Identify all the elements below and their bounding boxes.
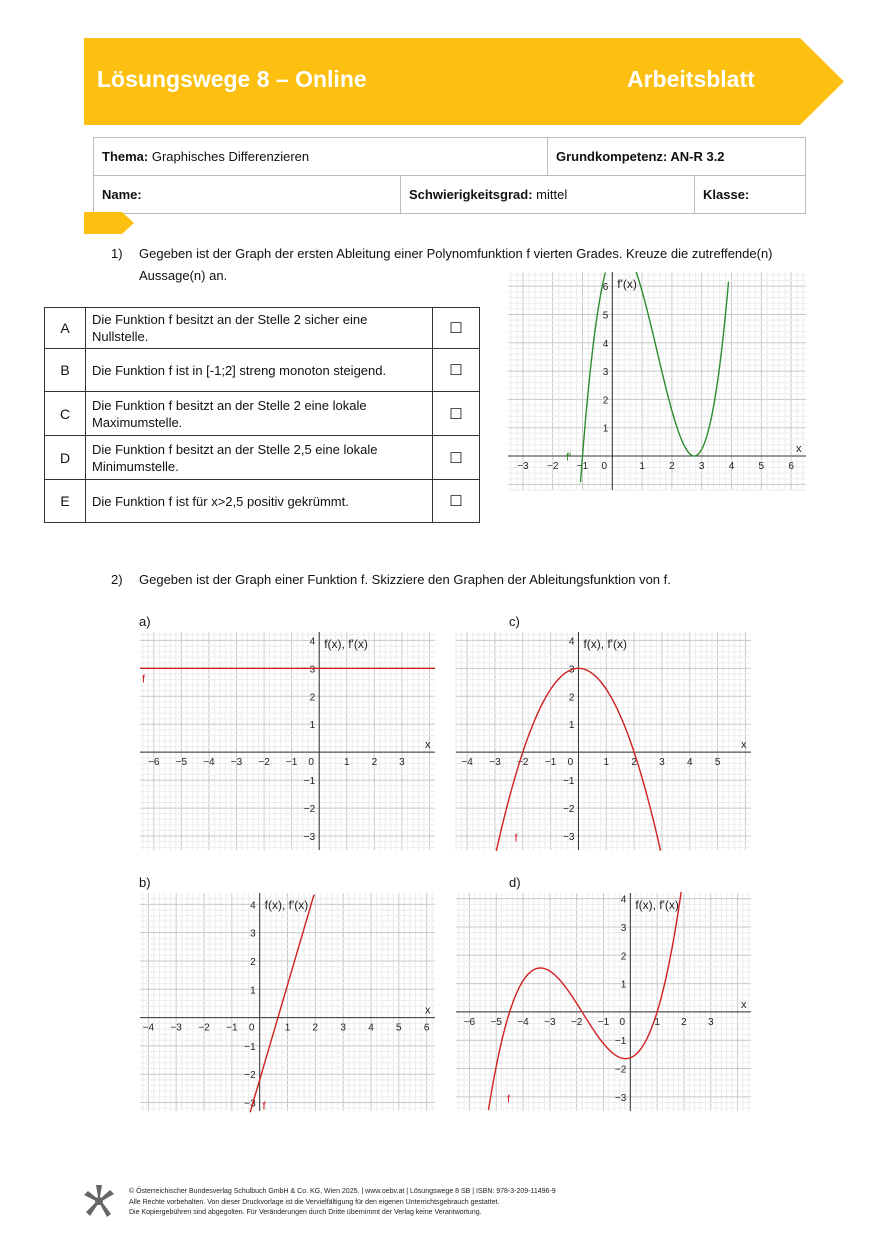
x-tick-label: −4 [203, 757, 215, 769]
y-axis-label: f'(x) [617, 277, 637, 291]
y-tick-label: 3 [602, 367, 609, 379]
y-tick-label: 1 [620, 979, 627, 991]
x-tick-label: 0 [248, 1022, 255, 1034]
task2-number: 2) [111, 572, 123, 587]
difficulty-label: Schwierigkeitsgrad: [409, 187, 533, 202]
y-tick-label: 2 [620, 951, 627, 963]
y-tick-label: 3 [309, 664, 316, 676]
option-text: Die Funktion f ist für x>2,5 positiv gekrümmt. [86, 480, 433, 523]
footer-line-3: Die Kopiergebühren sind abgegolten. Für Veränderungen durch Dritte übernimmt der Verlag keine Verantwortung. [129, 1209, 482, 1216]
x-tick-label: 2 [312, 1022, 319, 1034]
publisher-logo [84, 1185, 114, 1217]
x-tick-label: 3 [340, 1022, 346, 1034]
task1-line2: Aussage(n) an. [139, 268, 228, 283]
series-label: f [514, 832, 518, 845]
x-tick-label: 3 [659, 757, 665, 769]
y-tick-label: 3 [620, 922, 627, 934]
section-tab [84, 212, 134, 234]
y-tick-label: 2 [602, 395, 609, 407]
x-tick-label: 4 [686, 757, 693, 769]
y-tick-label: 2 [250, 956, 256, 968]
x-tick-label: 0 [619, 1016, 626, 1028]
plot-label-d: d) [509, 875, 521, 890]
x-tick-label: −1 [597, 1016, 610, 1028]
series-label: f' [566, 451, 572, 464]
x-axis-label: x [425, 739, 431, 752]
task1-number: 1) [111, 246, 123, 261]
y-tick-label: 1 [602, 423, 609, 435]
x-tick-label: 2 [631, 757, 637, 769]
y-axis-label: f(x), f'(x) [635, 898, 679, 912]
option-row-b [45, 349, 480, 392]
x-tick-label: −2 [258, 757, 270, 769]
x-axis-label: x [741, 739, 747, 752]
y-tick-label: 4 [620, 894, 627, 906]
y-tick-label: 4 [250, 900, 256, 912]
difficulty-cell [401, 176, 695, 214]
option-letter: E [45, 480, 86, 523]
plot-label-c: c) [509, 614, 520, 629]
option-checkbox[interactable]: ☐ [433, 349, 480, 392]
y-tick-label: 4 [568, 636, 575, 648]
x-tick-label: 1 [654, 1016, 660, 1028]
x-axis-label: x [796, 443, 802, 456]
plot-label-a: a) [139, 614, 151, 629]
option-row-d [45, 436, 480, 480]
footer-line-2: Alle Rechte vorbehalten. Von dieser Druckvorlage ist die Vervielfältigung für den eigenen Unterrichtsgebrauch gestattet. [129, 1198, 500, 1206]
option-letter: A [45, 308, 86, 349]
x-tick-label: −2 [517, 757, 529, 769]
x-tick-label: −1 [226, 1022, 238, 1034]
x-tick-label: −5 [490, 1016, 502, 1028]
task2-question [111, 569, 811, 591]
option-text: Die Funktion f besitzt an der Stelle 2 sicher eine Nullstelle. [86, 308, 433, 349]
x-tick-label: −3 [230, 757, 243, 769]
topic-cell [94, 138, 548, 176]
series-label: f [262, 1100, 266, 1113]
option-letter: B [45, 349, 86, 392]
x-tick-label: 1 [343, 757, 350, 769]
x-tick-label: −2 [570, 1016, 583, 1028]
x-tick-label: 6 [423, 1022, 430, 1034]
option-checkbox[interactable]: ☐ [433, 392, 480, 436]
option-row-c [45, 392, 480, 436]
x-tick-label: −1 [576, 461, 589, 473]
x-tick-label: 1 [284, 1022, 291, 1034]
x-tick-label: 4 [368, 1022, 374, 1034]
option-row-a [45, 308, 480, 349]
y-tick-label: 6 [602, 282, 609, 294]
x-tick-label: 2 [371, 757, 378, 769]
x-tick-label: −4 [461, 757, 473, 769]
y-tick-label: 3 [250, 928, 256, 940]
x-tick-label: −3 [517, 461, 529, 473]
y-tick-label: −2 [614, 1064, 627, 1076]
x-tick-label: 6 [788, 461, 794, 473]
x-tick-label: −2 [198, 1022, 210, 1034]
x-tick-label: 4 [728, 461, 735, 473]
y-axis-label: f(x), f'(x) [264, 898, 309, 912]
option-text: Die Funktion f besitzt an der Stelle 2 eine lokale Maximumstelle. [86, 392, 433, 436]
plot-label-b: b) [139, 875, 151, 890]
task1-line1: Gegeben ist der Graph der ersten Ableitung einer Polynomfunktion f vierten Grades. Kreuze die zutreffende(n) [139, 246, 773, 261]
task2-text: Gegeben ist der Graph einer Funktion f. Skizziere den Graphen der Ableitungsfunktion von f. [139, 572, 671, 587]
x-tick-label: −3 [170, 1022, 182, 1034]
option-letter: C [45, 392, 86, 436]
series-label: f [506, 1093, 511, 1106]
competence-cell [548, 138, 806, 176]
class-cell [695, 176, 806, 214]
task2-plot-c [456, 632, 751, 850]
x-tick-label: 5 [758, 461, 765, 473]
x-tick-label: 2 [681, 1016, 687, 1028]
header-doc-type: Arbeitsblatt [627, 66, 755, 92]
y-tick-label: −2 [303, 804, 316, 816]
name-label: Name: [102, 187, 142, 202]
x-tick-label: 1 [639, 461, 645, 473]
x-axis-label: x [741, 998, 747, 1011]
x-tick-label: −3 [489, 757, 501, 769]
name-cell [94, 176, 401, 214]
series-label: f [142, 673, 146, 686]
header-title: Lösungswege 8 – Online [97, 66, 367, 92]
topic-label: Thema: [102, 149, 149, 164]
x-tick-label: −2 [546, 461, 559, 473]
footer-line-1: © Österreichischer Bundesverlag Schulbuch GmbH & Co. KG, Wien 2025. | www.oebv.at | Lösungswege 8 SB | ISBN: 978-3-209-11496-9 [129, 1188, 556, 1195]
x-tick-label: 3 [707, 1016, 714, 1028]
x-tick-label: −5 [175, 757, 188, 769]
x-tick-label: 3 [399, 757, 405, 769]
y-tick-label: 4 [602, 338, 609, 350]
class-label: Klasse: [703, 187, 750, 202]
x-tick-label: −1 [544, 757, 557, 769]
y-tick-label: −3 [303, 832, 316, 844]
y-tick-label: 3 [568, 664, 575, 676]
x-tick-label: 2 [669, 461, 675, 473]
task1-options-table [44, 307, 480, 523]
y-tick-label: 4 [309, 636, 316, 648]
x-tick-label: −3 [544, 1016, 556, 1028]
x-tick-label: −1 [285, 757, 298, 769]
info-table [93, 137, 806, 214]
x-tick-label: 5 [714, 757, 721, 769]
option-checkbox[interactable]: ☐ [433, 436, 480, 480]
y-tick-label: −1 [563, 776, 575, 788]
y-tick-label: 1 [568, 720, 575, 732]
x-tick-label: 0 [601, 461, 608, 473]
task2-plot-d [456, 893, 751, 1111]
x-tick-label: −4 [517, 1016, 529, 1028]
x-tick-label: 3 [698, 461, 705, 473]
x-tick-label: −4 [142, 1022, 155, 1034]
y-tick-label: 5 [602, 310, 609, 322]
y-tick-label: 1 [309, 720, 316, 732]
y-tick-label: 2 [568, 692, 575, 704]
y-tick-label: −3 [244, 1098, 256, 1110]
option-text: Die Funktion f besitzt an der Stelle 2,5 eine lokale Minimumstelle. [86, 436, 433, 480]
y-axis-label: f(x), f'(x) [324, 637, 368, 651]
y-tick-label: −1 [614, 1036, 627, 1048]
y-tick-label: −2 [244, 1070, 256, 1082]
option-checkbox[interactable]: ☐ [433, 308, 480, 349]
y-tick-label: −3 [614, 1092, 627, 1104]
x-axis-label: x [425, 1004, 431, 1017]
competence-label: Grundkompetenz: AN-R 3.2 [556, 149, 725, 164]
y-tick-label: −2 [563, 804, 575, 816]
y-tick-label: 1 [250, 985, 256, 997]
topic-value: Graphisches Differenzieren [151, 149, 310, 164]
option-letter: D [45, 436, 86, 480]
x-tick-label: −6 [463, 1016, 476, 1028]
footer-text [129, 1187, 556, 1219]
y-tick-label: −1 [303, 776, 316, 788]
x-tick-label: 5 [396, 1022, 402, 1034]
option-text: Die Funktion f ist in [-1;2] streng monoton steigend. [86, 349, 433, 392]
y-tick-label: −3 [563, 832, 575, 844]
y-tick-label: 2 [309, 692, 316, 704]
option-row-e [45, 480, 480, 523]
x-tick-label: −6 [148, 757, 160, 769]
x-tick-label: 1 [603, 757, 610, 769]
difficulty-value: mittel [536, 187, 568, 202]
y-axis-label: f(x), f'(x) [583, 637, 628, 651]
option-checkbox[interactable]: ☐ [433, 480, 480, 523]
task2-plot-b [140, 893, 435, 1111]
x-tick-label: 0 [567, 757, 574, 769]
y-tick-label: −1 [244, 1041, 256, 1053]
task2-plot-a [140, 632, 435, 850]
x-tick-label: 0 [308, 757, 314, 769]
task1-derivative-plot [508, 272, 806, 490]
